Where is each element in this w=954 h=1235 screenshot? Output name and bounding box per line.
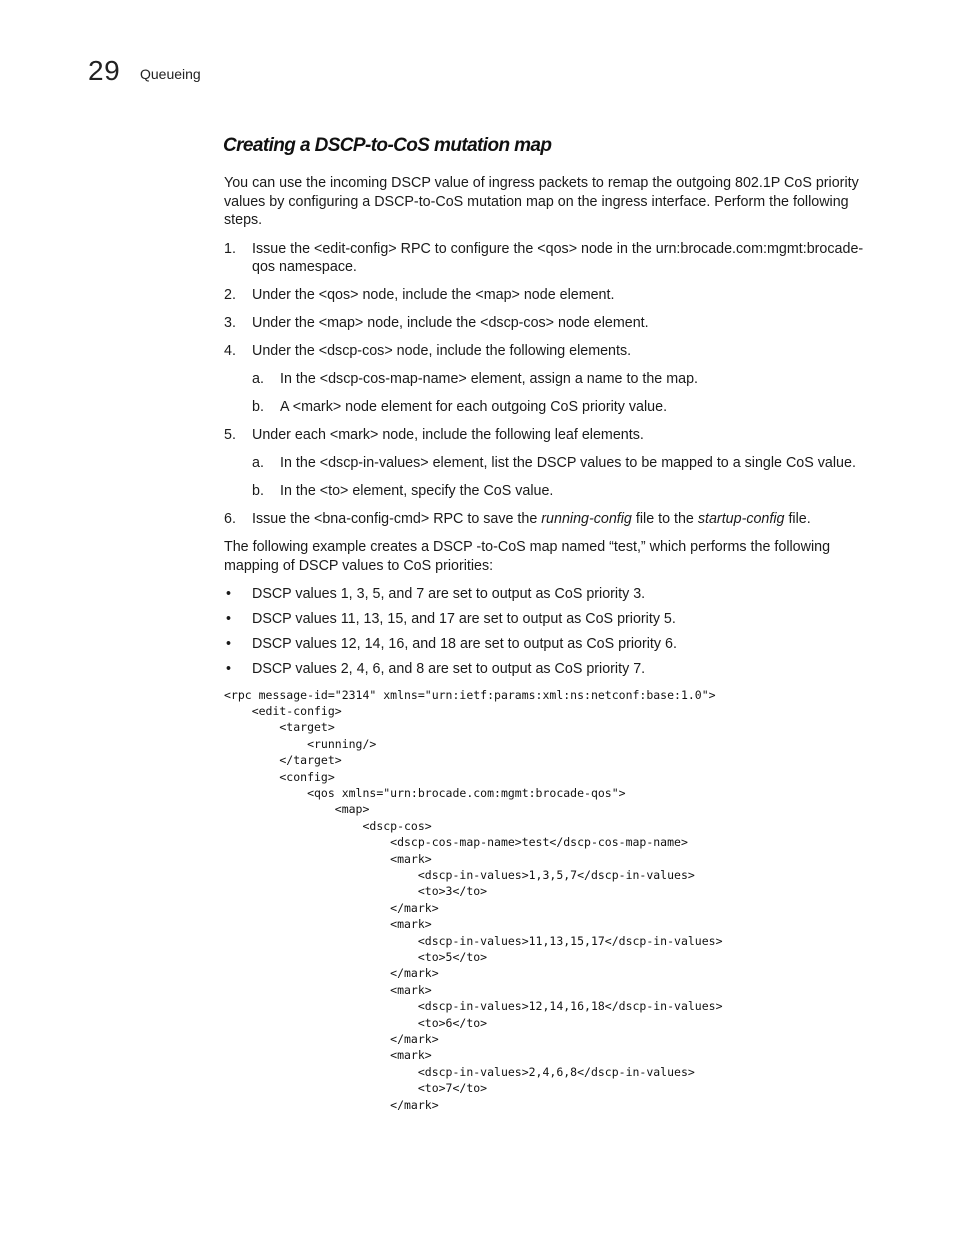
step-text: Under the <map> node, include the <dscp-cos> node element. [252,315,649,331]
substep-text: In the <dscp-in-values> element, list the DSCP values to be mapped to a single CoS value. [280,455,856,471]
code-line: <qos xmlns="urn:brocade.com:mgmt:brocade-qos"> [224,785,626,800]
step-item [224,240,874,277]
bullet-item [224,610,874,629]
step-item [224,510,874,529]
substeps-list [252,370,874,417]
substep-item [252,398,874,417]
bullet-dot: • [226,661,232,677]
code-line: <mark> [224,851,432,866]
code-line: <mark> [224,982,432,997]
step-item [224,342,874,417]
substep-text: In the <to> element, specify the CoS value. [280,483,554,499]
substeps-list [252,454,874,501]
code-line: <dscp-in-values>1,3,5,7</dscp-in-values> [224,867,695,882]
code-example [224,687,874,1114]
step-number: 1. [224,240,236,257]
code-line: <dscp-in-values>11,13,15,17</dscp-in-values> [224,933,723,948]
step-item [224,286,874,305]
step-number: 6. [224,511,236,527]
bullet-dot: • [226,636,232,652]
substep-letter: b. [252,483,264,499]
substep-item [252,482,874,501]
substep-letter: a. [252,371,264,387]
step-text: Under the <qos> node, include the <map> node element. [252,287,615,303]
startup-config-term: startup-config [697,511,785,527]
steps-list [224,240,874,529]
bullet-item [224,660,874,679]
step-text: Under each <mark> node, include the following leaf elements. [252,427,644,443]
intro-paragraph: You can use the incoming DSCP value of ingress packets to remap the outgoing 802.1P CoS priority values by configuring a DSCP-to-CoS mutation map on the ingress interface. Perform the following steps. [224,175,859,228]
code-line: <target> [224,720,335,735]
chapter-title: Queueing [140,66,201,82]
section-title: Creating a DSCP-to-CoS mutation map [223,135,552,156]
code-line: <mark> [224,917,432,932]
substep-text: In the <dscp-cos-map-name> element, assign a name to the map. [280,371,699,387]
substep-letter: b. [252,399,264,415]
code-line: <dscp-cos> [224,818,432,833]
step-text-after: file. [784,511,811,527]
code-line: <dscp-in-values>2,4,6,8</dscp-in-values> [224,1064,695,1079]
substep-letter: a. [252,455,264,471]
step-text: Under the <dscp-cos> node, include the following elements. [252,343,632,359]
code-line: </mark> [224,1032,439,1047]
bullet-dot: • [226,611,232,627]
code-line: <to>3</to> [224,884,488,899]
code-line: <to>5</to> [224,950,488,964]
substep-item [252,370,874,389]
bullet-item [224,585,874,604]
step-text-before: Issue the <bna-config-cmd> RPC to save the [252,511,542,527]
step-number: 3. [224,315,236,331]
bullet-item [224,635,874,654]
code-line: <rpc message-id="2314" xmlns="urn:ietf:params:xml:ns:netconf:base:1.0"> [224,687,716,702]
bullet-text: DSCP values 2, 4, 6, and 8 are set to output as CoS priority 7. [252,661,646,677]
example-intro: The following example creates a DSCP -to-CoS map named “test,” which performs the following mapping of DSCP values to CoS priorities: [224,539,831,574]
chapter-number: 29 [88,55,121,86]
bullet-dot: • [226,586,232,602]
code-line: </mark> [224,1097,439,1112]
code-line: <mark> [224,1048,432,1063]
bullet-text: DSCP values 11, 13, 15, and 17 are set to output as CoS priority 5. [252,611,676,627]
code-line: <dscp-cos-map-name>test</dscp-cos-map-name> [224,835,688,850]
substep-text: A <mark> node element for each outgoing CoS priority value. [280,399,668,415]
step-text: Issue the <edit-config> RPC to configure the <qos> node in the urn:brocade.com:mgmt:brocade-qos namespace. [252,240,864,275]
bullet-text: DSCP values 1, 3, 5, and 7 are set to output as CoS priority 3. [252,586,646,602]
code-line: <edit-config> [224,703,342,718]
code-line: </mark> [224,900,439,915]
code-line: </target> [224,753,342,768]
step-item [224,426,874,501]
code-line: <to>6</to> [224,1015,488,1030]
code-line: <dscp-in-values>12,14,16,18</dscp-in-values> [224,999,723,1014]
code-line: <running/> [224,736,377,751]
step-number: 5. [224,427,236,443]
bullet-text: DSCP values 12, 14, 16, and 18 are set to output as CoS priority 6. [252,636,677,652]
main-content [224,134,874,1113]
mapping-bullets [224,585,874,679]
code-line: <to>7</to> [224,1081,488,1096]
running-config-term: running-config [541,511,632,527]
step-number: 4. [224,343,236,359]
code-line: </mark> [224,966,439,981]
step-text-mid: file to the [631,511,698,527]
code-line: <config> [224,769,335,784]
code-line: <map> [224,802,370,817]
step-item [224,314,874,333]
step-number: 2. [224,287,236,303]
substep-item [252,454,874,473]
